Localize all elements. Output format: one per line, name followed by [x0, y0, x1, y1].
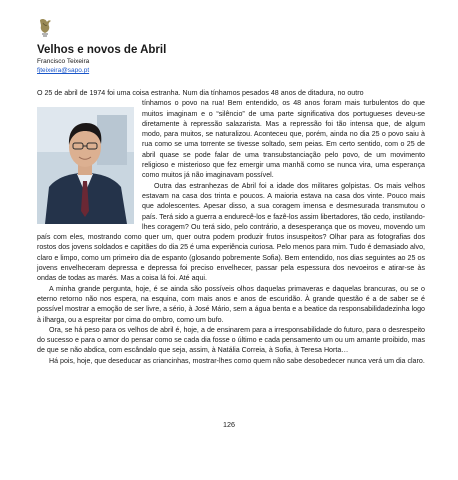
paragraph-6: Há pois, hoje, que deseducar as criancinhas, mostrar-lhes como quem não sabe desobedecer nunca verá um dia claro. — [49, 356, 425, 365]
author-name: Francisco Teixeira — [37, 58, 90, 65]
author-portrait-photo — [37, 107, 134, 224]
paragraph-1: O 25 de abril de 1974 foi uma coisa estranha. Num dia tínhamos pesados 48 anos de ditadura, no outro — [37, 89, 364, 97]
paragraph-4: A minha grande pergunta, hoje, é se ainda são possíveis olhos daquelas primaveras e daquelas brancuras, ou se o eterno retorno não nos espera, na esquina, com mais anos e anos de escuridão. À grande questão é a de saber se é possível mostrar a emoção de ser livre, a sério, à José Mário, sem a água benta e a beatice da responsabilidadezinha logo à ilharga, ou a espreitar por cima do ombro, como um bufo. — [37, 284, 425, 324]
paragraph-5: Ora, se há peso para os velhos de abril é, hoje, a de ensinarem para a irresponsabilidade do futuro, para o desrespeito do sucesso e para o amor do pensar como se cada dia fosse o último e cada pensamento um ou um amante proibido, mas de que se não abdica, com escândalo que seja, assim, à Natália Correia, à Sofia, à Teresa Horta… — [37, 325, 425, 355]
author-email-link[interactable]: fjteixeira@sapo.pt — [37, 67, 90, 74]
crest-emblem-icon — [37, 17, 53, 37]
article-title: Velhos e novos de Abril — [37, 44, 167, 56]
article-body — [37, 88, 425, 366]
paragraph-2: tínhamos o povo na rua! Bem entendido, os 48 anos foram mais turbulentos do que muitos imaginam e o “silêncio” de uma parte significativa dos portugueses deveu-se diretamente à repressão salazarista. Mas a repressão foi tão intensa que, de algum modo, para muitos, se naturalizou. Aconteceu que, porém, ainda no dia 25 o povo saiu à rua como se uma torrente se tivesse soltado, sem peias. Em certo sentido, com o 25 de abril quase se pode falar de uma transubstanciação pelo povo, de um movimento religioso e misterioso que fez emergir uma manhã como se nunca vira, uma esperança como muitos já não imaginavam possível. — [142, 99, 425, 180]
paragraph-3: Outra das estranhezas de Abril foi a idade dos militares golpistas. Os mais velhos estavam na casa dos trinta e poucos. A maioria estava na casa dos vinte. Pouco mais que adolescentes. Apesar disso, a sua coragem imensa e desmesurada transmutou o país. Terá sido a guerra a endurecê-los e fazê-los assim libertadores, tão cedo, instilando-lhes coragem? Ou terá sido, pelo contrário, a desesperança que os moveu, movendo um país com eles, mostrando como quer um, quer outra podem produzir frutos insuspeitos? Olhar para as fotografias dos rostos dos jovens soldados e capitães do dia 25 é uma experiência curiosa. Pelo menos para mim. Tudo é demasiado alvo, claro e limpo, como um primeiro dia de espanto (glosando pobremente Sofia). Bem entendido, nos dias seguintes ao 25 os jovens envelheceram depressa e depressa foi preciso envelhecer, passar pela espessura dos nevoeiros e atirar-se às ondas de todas as marés. Mas a coisa lá foi. Até aqui. — [37, 181, 426, 283]
page-number: 126 — [223, 420, 235, 429]
